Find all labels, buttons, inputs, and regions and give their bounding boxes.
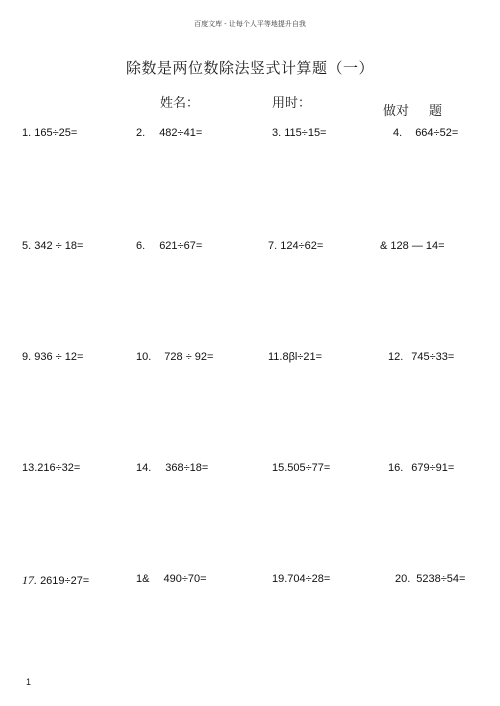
problem-12 xyxy=(388,351,454,363)
problem-18 xyxy=(136,573,207,585)
problem-expression: 664÷52= xyxy=(415,127,459,139)
problem-7 xyxy=(268,240,323,252)
problem-number: 10. xyxy=(136,351,152,363)
problem-16 xyxy=(388,462,454,474)
problem-8 xyxy=(380,240,445,252)
worksheet-title: 除数是两位数除法竖式计算题（一） xyxy=(125,59,374,77)
problem-expression: 728 ÷ 92= xyxy=(164,351,214,363)
problem-expression: 342 ÷ 18= xyxy=(34,240,84,252)
problem-number: 11. xyxy=(268,351,283,363)
problem-10 xyxy=(136,351,213,363)
problem-number: 15. xyxy=(272,462,288,474)
problem-number: 12. xyxy=(388,351,404,363)
problem-expression: 124÷62= xyxy=(280,240,324,252)
correct-count-suffix: 题 xyxy=(429,104,443,119)
problem-expression: 704÷28= xyxy=(287,573,331,585)
problem-19 xyxy=(272,573,330,585)
problem-number: 9. xyxy=(22,351,32,363)
correct-count-label xyxy=(383,100,442,119)
name-field-label: 姓名： xyxy=(160,96,200,111)
problem-6 xyxy=(136,240,202,252)
problem-2 xyxy=(136,127,202,139)
problem-number: 5. xyxy=(22,240,32,252)
problem-number: 4. xyxy=(393,127,403,139)
time-field-label: 用时： xyxy=(272,96,312,111)
problem-expression: 128 — 14= xyxy=(390,240,445,252)
problem-expression: 368÷18= xyxy=(165,462,209,474)
problem-expression: 216÷32= xyxy=(37,462,81,474)
problem-15 xyxy=(272,462,330,474)
page-number: 1 xyxy=(26,677,32,687)
problem-expression: 505÷77= xyxy=(287,462,331,474)
problem-4 xyxy=(393,127,458,139)
problem-number: 3. xyxy=(272,127,282,139)
problem-number: 14. xyxy=(136,462,152,474)
problem-9 xyxy=(22,351,83,363)
problem-number: 1. xyxy=(22,127,32,139)
problem-expression: 2619÷27= xyxy=(40,575,90,587)
problem-number: 20. xyxy=(395,573,411,585)
problem-expression: 482÷41= xyxy=(159,127,203,139)
problem-number: 1& xyxy=(136,573,150,585)
problem-expression: 115÷15= xyxy=(284,127,327,139)
problem-expression: 8βl÷21= xyxy=(282,351,323,363)
problem-number: 7. xyxy=(268,240,278,252)
problem-expression: 5238÷54= xyxy=(416,573,466,585)
problem-expression: 679÷91= xyxy=(411,462,455,474)
problem-number: 17. xyxy=(22,573,37,587)
problem-number: 19. xyxy=(272,573,288,585)
problem-5 xyxy=(22,240,83,252)
problem-expression: 745÷33= xyxy=(411,351,455,363)
page-header: 百度文库 - 让每个人平等地提升自我 xyxy=(194,20,306,28)
problem-number: 13. xyxy=(22,462,38,474)
problem-expression: 490÷70= xyxy=(163,573,207,585)
problem-expression: 165÷25= xyxy=(34,127,78,139)
problem-expression: 936 ÷ 12= xyxy=(34,351,84,363)
problem-11 xyxy=(268,351,322,363)
problem-number: 6. xyxy=(136,240,146,252)
problem-expression: 621÷67= xyxy=(159,240,203,252)
problem-number: & xyxy=(380,240,388,252)
problem-20 xyxy=(395,573,465,585)
problem-number: 16. xyxy=(388,462,404,474)
problem-1 xyxy=(22,127,77,139)
problem-3 xyxy=(272,127,326,139)
correct-count-prefix: 做对 xyxy=(383,104,410,119)
problem-13 xyxy=(22,462,80,474)
problem-14 xyxy=(136,462,208,474)
problem-17 xyxy=(22,573,89,588)
problem-number: 2. xyxy=(136,127,146,139)
